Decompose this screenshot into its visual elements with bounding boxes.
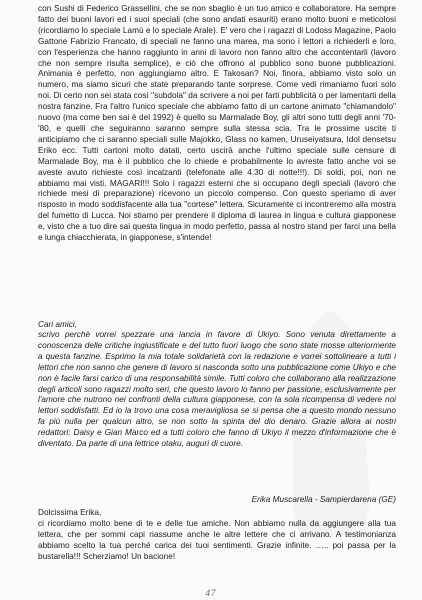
letter-salutation: Cari amici,	[38, 320, 77, 329]
letter-body: scrivo perchè vorrei spezzare una lancia in favore di Ukiyo. Sono venuta direttamente a conoscenza delle critiche ingiustificate e del tutto fuori luogo che sono state mosse ulteriormente a questa fanzine. Esprimo la mia totale solidarietà con la redazione e vorrei sottolineare a tutti i lettori che non sanno che genere di lavoro si nasconda sotto una pubblicazione come Ukiyo e che non è facile farsi carico di una responsabilità simile. Tutti coloro che collaborano alla realizzazione degli articoli sono ragazzi molto seri, che questo lavoro lo fanno per passione, esclusivamente per l'amore che nutrono nei confronti della cultura giapponese, con la sola ricompensa di vedere noi lettori soddisfatti. Ed io la trovo una cosa meravigliosa se si pensa che a questo mondo nessuno fa più nulla per qualcun altro, se non sotto la spinta del dio denaro. Grazie allora ai nostri redattori: Daisy e Gian Marco ed a tutti coloro che fanno di Ukiyo il mezzo d'informazione che è diventato. Da parte di una lettrice otaku, auguri di cuore.	[38, 330, 396, 449]
letter-signature: Erika Muscarella - Sampierdarena (GE)	[251, 495, 396, 504]
answer-to-previous-letter: con Sushi di Federico Grassellini, che se non sbaglio è un tuo amico e collaboratore. Ha sempre fatto dei buoni lavori ed i suoi speciali (che sono andati esauriti) erano molto buoni e meticolosi (ricordiamo lo speciale Lamù e lo speciale Arale). E' vero che i ragazzi di Lodoss Magazine, Paolo Gattone Fabrizio Francato, di speciali ne fanno una marea, ma sono i lettori a richiederli e loro, con l'esperienza che hanno raggiunto in anni di lavoro non fanno altro che accontentarli (lavoro che non sempre risulta semplice), e ciò che offrono al pubblico sono buone pubblicazioni. Animania è perfetto, non aggiungiamo altro. E Takosan? Noi, finora, abbiamo visto solo un numero, ma siamo sicuri che state preparando tante sorprese. Come vedi rimaniamo fuori solo noi. Di certo non sei stata così "subdola" da scrivere a noi per farti pubblicità o per lamentarti della nostra fanzine. Fra l'altro l'unico speciale che abbiamo fatto di un cartone animato "chiamandolo" nuovo (ma come ben sai è del 1992) è quello su Marmalade Boy, gli altri sono tutti degli anni '70-'80, e quelli che seguiranno saranno sempre sulla stessa scia. Tra le prossime uscite ti anticipiamo che ci saranno speciali sulle Majokko, Glass no kamen, Uruseiyatsura, Idol densetsu Eriko ecc. Tutti cartoni molto datati, certo uscirà anche l'ultimo speciale sulle censure di Marmalade Boy, ma è il pubblico che lo chiede e probabilmente lo avreste fatto anche voi se aveste avuto richieste così incalzanti (telefonate alle 4.30 di notte!!!). Di soldi, poi, non ne abbiamo mai visti. MAGARI!!! Solo i ragazzi esterni che si occupano degli speciali (lavoro che richiede mesi di preparazione) ricevono un piccolo compenso. Con questo speriamo di aver risposto in modo soddisfacente alla tua "cortese" lettera. Sicuramente ci incontreremo alla mostra del fumetto di Lucca. Noi stiamo per prendere il diploma di laurea in lingua e cultura giapponese e, visto che a tuo dire sai questa lingua in modo perfetto, passa al nostro stand per farci una bella e lunga chiacchierata, in giapponese, s'intende!	[38, 4, 396, 243]
reply-salutation: Dolcissima Erika,	[38, 508, 102, 517]
page-number: 47	[205, 588, 217, 598]
reply-body: ci ricordiamo molto bene di te e delle tue amiche. Non abbiamo nulla da aggiungere alla tua lettera, che per sommi capi riassume anche le altre lettere che ci arrivano. A testimonianza abbiamo scelto la tua perché carica dei tuoi sentimenti. Grazie infinite. ….. poi passa per la bustarella!!! Scherziamo! Un bacione!	[38, 519, 396, 561]
